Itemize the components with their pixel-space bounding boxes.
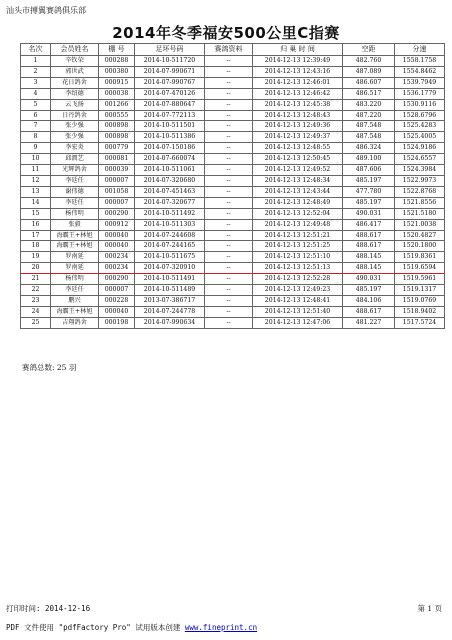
cell-member: 云飞扬 bbox=[51, 99, 99, 110]
cell-pigeon-info: -- bbox=[205, 263, 253, 274]
pigeon-count: 赛鸽总数: 25 羽 bbox=[22, 363, 77, 372]
cell-pigeon-info: -- bbox=[205, 295, 253, 306]
pdf-notice: PDF 文件使用 "pdfFactory Pro" 试用版本创建 bbox=[6, 623, 185, 632]
col-header-loft: 棚 号 bbox=[99, 44, 135, 56]
cell-speed: 1520.4827 bbox=[395, 230, 445, 241]
cell-ring: 2013-07-386717 bbox=[135, 295, 205, 306]
cell-rank: 20 bbox=[21, 263, 51, 274]
cell-arrival: 2014-12-13 12:51:10 bbox=[253, 252, 343, 263]
cell-ring: 2014-07-244165 bbox=[135, 241, 205, 252]
cell-speed: 1536.1779 bbox=[395, 88, 445, 99]
cell-rank: 16 bbox=[21, 219, 51, 230]
table-row bbox=[21, 88, 445, 99]
cell-ring: 2014-10-511492 bbox=[135, 208, 205, 219]
cell-member: 罗南延 bbox=[51, 252, 99, 263]
table-row bbox=[21, 219, 445, 230]
cell-distance: 487.548 bbox=[343, 121, 395, 132]
cell-arrival: 2014-12-13 12:51:40 bbox=[253, 306, 343, 317]
cell-ring: 2014-10-511303 bbox=[135, 219, 205, 230]
cell-distance: 486.607 bbox=[343, 77, 395, 88]
cell-arrival: 2014-12-13 12:48:49 bbox=[253, 197, 343, 208]
table-row bbox=[21, 274, 445, 285]
cell-ring: 2014-07-244778 bbox=[135, 306, 205, 317]
cell-arrival: 2014-12-13 12:48:34 bbox=[253, 175, 343, 186]
cell-rank: 13 bbox=[21, 186, 51, 197]
cell-rank: 12 bbox=[21, 175, 51, 186]
table-row bbox=[21, 317, 445, 328]
cell-speed: 1524.9186 bbox=[395, 143, 445, 154]
table-row bbox=[21, 99, 445, 110]
fineprint-link[interactable]: www.fineprint.cn bbox=[184, 623, 258, 632]
table-row bbox=[21, 175, 445, 186]
cell-loft: 000040 bbox=[99, 241, 135, 252]
cell-speed: 1521.5180 bbox=[395, 208, 445, 219]
cell-rank: 4 bbox=[21, 88, 51, 99]
cell-speed: 1525.4005 bbox=[395, 132, 445, 143]
cell-arrival: 2014-12-13 12:46:42 bbox=[253, 88, 343, 99]
cell-distance: 477.780 bbox=[343, 186, 395, 197]
table-row bbox=[21, 110, 445, 121]
cell-rank: 11 bbox=[21, 165, 51, 176]
cell-arrival: 2014-12-13 12:43:16 bbox=[253, 66, 343, 77]
cell-pigeon-info: -- bbox=[205, 143, 253, 154]
cell-rank: 15 bbox=[21, 208, 51, 219]
cell-rank: 19 bbox=[21, 252, 51, 263]
cell-member: 张少强 bbox=[51, 121, 99, 132]
cell-speed: 1528.6796 bbox=[395, 110, 445, 121]
cell-member: 张少强 bbox=[51, 132, 99, 143]
cell-distance: 485.197 bbox=[343, 197, 395, 208]
table-row bbox=[21, 165, 445, 176]
cell-distance: 488.617 bbox=[343, 306, 395, 317]
table-row bbox=[21, 132, 445, 143]
cell-loft: 000555 bbox=[99, 110, 135, 121]
cell-distance: 485.197 bbox=[343, 175, 395, 186]
cell-arrival: 2014-12-13 12:46:01 bbox=[253, 77, 343, 88]
cell-member: 海霸王+林旭 bbox=[51, 241, 99, 252]
cell-speed: 1554.8462 bbox=[395, 66, 445, 77]
table-header-row bbox=[21, 44, 445, 56]
cell-member: 李廷任 bbox=[51, 197, 99, 208]
cell-pigeon-info: -- bbox=[205, 208, 253, 219]
cell-distance: 488.617 bbox=[343, 241, 395, 252]
pdf-footer bbox=[6, 622, 257, 633]
cell-rank: 8 bbox=[21, 132, 51, 143]
cell-arrival: 2014-12-13 12:48:41 bbox=[253, 295, 343, 306]
cell-ring: 2014-10-511489 bbox=[135, 285, 205, 296]
cell-ring: 2014-07-320910 bbox=[135, 263, 205, 274]
cell-speed: 1519.6594 bbox=[395, 263, 445, 274]
cell-ring: 2014-07-470126 bbox=[135, 88, 205, 99]
cell-loft: 000040 bbox=[99, 306, 135, 317]
cell-speed: 1539.7949 bbox=[395, 77, 445, 88]
table-row bbox=[21, 230, 445, 241]
cell-rank: 24 bbox=[21, 306, 51, 317]
cell-loft: 000040 bbox=[99, 230, 135, 241]
cell-pigeon-info: -- bbox=[205, 77, 253, 88]
cell-loft: 000228 bbox=[99, 295, 135, 306]
table-row bbox=[21, 154, 445, 165]
cell-pigeon-info: -- bbox=[205, 252, 253, 263]
page-title: 2014年冬季福安500公里C指赛 bbox=[112, 24, 340, 42]
cell-member: 李廷任 bbox=[51, 175, 99, 186]
cell-loft: 001266 bbox=[99, 99, 135, 110]
cell-distance: 486.324 bbox=[343, 143, 395, 154]
cell-distance: 487.606 bbox=[343, 165, 395, 176]
cell-distance: 489.100 bbox=[343, 154, 395, 165]
cell-loft: 000039 bbox=[99, 165, 135, 176]
cell-loft: 000290 bbox=[99, 208, 135, 219]
table-row bbox=[21, 295, 445, 306]
table-row bbox=[21, 241, 445, 252]
cell-loft: 000081 bbox=[99, 154, 135, 165]
cell-pigeon-info: -- bbox=[205, 230, 253, 241]
cell-pigeon-info: -- bbox=[205, 285, 253, 296]
cell-member: 花日鸽舍 bbox=[51, 77, 99, 88]
cell-speed: 1530.9116 bbox=[395, 99, 445, 110]
cell-distance: 486.517 bbox=[343, 88, 395, 99]
cell-ring: 2014-10-511386 bbox=[135, 132, 205, 143]
table-row bbox=[21, 208, 445, 219]
cell-rank: 5 bbox=[21, 99, 51, 110]
cell-rank: 9 bbox=[21, 143, 51, 154]
cell-ring: 2014-07-320680 bbox=[135, 175, 205, 186]
cell-ring: 2014-10-511491 bbox=[135, 274, 205, 285]
table-row bbox=[21, 77, 445, 88]
cell-distance: 486.417 bbox=[343, 219, 395, 230]
cell-distance: 487.548 bbox=[343, 132, 395, 143]
cell-rank: 18 bbox=[21, 241, 51, 252]
cell-pigeon-info: -- bbox=[205, 66, 253, 77]
cell-loft: 000007 bbox=[99, 197, 135, 208]
cell-loft: 000007 bbox=[99, 175, 135, 186]
cell-member: 杨伟明 bbox=[51, 274, 99, 285]
cell-ring: 2014-10-511675 bbox=[135, 252, 205, 263]
cell-ring: 2014-07-451463 bbox=[135, 186, 205, 197]
cell-speed: 1522.8768 bbox=[395, 186, 445, 197]
cell-loft: 000234 bbox=[99, 263, 135, 274]
cell-ring: 2014-10-511061 bbox=[135, 165, 205, 176]
cell-speed: 1522.9973 bbox=[395, 175, 445, 186]
cell-member: 杨伟明 bbox=[51, 208, 99, 219]
cell-arrival: 2014-12-13 12:43:44 bbox=[253, 186, 343, 197]
cell-member: 鹏兴 bbox=[51, 295, 99, 306]
cell-ring: 2014-10-511720 bbox=[135, 56, 205, 67]
cell-ring: 2014-07-990767 bbox=[135, 77, 205, 88]
cell-speed: 1520.1800 bbox=[395, 241, 445, 252]
cell-member: 张毅 bbox=[51, 219, 99, 230]
cell-rank: 23 bbox=[21, 295, 51, 306]
cell-rank: 25 bbox=[21, 317, 51, 328]
cell-arrival: 2014-12-13 12:47:06 bbox=[253, 317, 343, 328]
cell-pigeon-info: -- bbox=[205, 110, 253, 121]
cell-member: 李宏炎 bbox=[51, 143, 99, 154]
cell-ring: 2014-07-320677 bbox=[135, 197, 205, 208]
club-name: 汕头市搏翼赛鸽俱乐部 bbox=[6, 6, 86, 15]
cell-loft: 000038 bbox=[99, 88, 135, 99]
cell-arrival: 2014-12-13 12:49:23 bbox=[253, 285, 343, 296]
table-row bbox=[21, 197, 445, 208]
cell-arrival: 2014-12-13 12:39:49 bbox=[253, 56, 343, 67]
cell-pigeon-info: -- bbox=[205, 197, 253, 208]
table-row bbox=[21, 252, 445, 263]
table-row bbox=[21, 66, 445, 77]
cell-pigeon-info: -- bbox=[205, 121, 253, 132]
cell-ring: 2014-10-511501 bbox=[135, 121, 205, 132]
cell-member: 邱潤艺 bbox=[51, 154, 99, 165]
cell-arrival: 2014-12-13 12:49:48 bbox=[253, 219, 343, 230]
cell-rank: 17 bbox=[21, 230, 51, 241]
cell-pigeon-info: -- bbox=[205, 219, 253, 230]
col-header-ring: 足环号码 bbox=[135, 44, 205, 56]
cell-distance: 484.106 bbox=[343, 295, 395, 306]
col-header-member: 会员姓名 bbox=[51, 44, 99, 56]
cell-member: 辛钦荣 bbox=[51, 56, 99, 67]
cell-speed: 1558.1758 bbox=[395, 56, 445, 67]
table-row bbox=[21, 56, 445, 67]
cell-speed: 1521.8556 bbox=[395, 197, 445, 208]
cell-loft: 000234 bbox=[99, 252, 135, 263]
cell-pigeon-info: -- bbox=[205, 274, 253, 285]
cell-arrival: 2014-12-13 12:48:43 bbox=[253, 110, 343, 121]
cell-loft: 001058 bbox=[99, 186, 135, 197]
cell-speed: 1519.8361 bbox=[395, 252, 445, 263]
cell-arrival: 2014-12-13 12:50:45 bbox=[253, 154, 343, 165]
cell-rank: 14 bbox=[21, 197, 51, 208]
cell-arrival: 2014-12-13 12:51:13 bbox=[253, 263, 343, 274]
cell-rank: 3 bbox=[21, 77, 51, 88]
results-table bbox=[20, 43, 445, 329]
cell-rank: 2 bbox=[21, 66, 51, 77]
cell-pigeon-info: -- bbox=[205, 241, 253, 252]
cell-member: 海霸王+林旭 bbox=[51, 306, 99, 317]
cell-pigeon-info: -- bbox=[205, 175, 253, 186]
cell-loft: 000288 bbox=[99, 56, 135, 67]
cell-pigeon-info: -- bbox=[205, 317, 253, 328]
cell-speed: 1519.1317 bbox=[395, 285, 445, 296]
col-header-arrival: 归 巢 时 间 bbox=[253, 44, 343, 56]
cell-distance: 482.760 bbox=[343, 56, 395, 67]
cell-rank: 22 bbox=[21, 285, 51, 296]
cell-arrival: 2014-12-13 12:51:25 bbox=[253, 241, 343, 252]
table-row bbox=[21, 143, 445, 154]
cell-pigeon-info: -- bbox=[205, 306, 253, 317]
cell-rank: 10 bbox=[21, 154, 51, 165]
cell-loft: 000915 bbox=[99, 77, 135, 88]
cell-arrival: 2014-12-13 12:52:04 bbox=[253, 208, 343, 219]
cell-arrival: 2014-12-13 12:52:28 bbox=[253, 274, 343, 285]
cell-speed: 1519.0769 bbox=[395, 295, 445, 306]
col-header-distance: 空距 bbox=[343, 44, 395, 56]
cell-distance: 487.220 bbox=[343, 110, 395, 121]
cell-distance: 485.197 bbox=[343, 285, 395, 296]
cell-loft: 000898 bbox=[99, 132, 135, 143]
cell-arrival: 2014-12-13 12:49:37 bbox=[253, 132, 343, 143]
table-row bbox=[21, 306, 445, 317]
cell-speed: 1519.5961 bbox=[395, 274, 445, 285]
cell-pigeon-info: -- bbox=[205, 132, 253, 143]
cell-ring: 2014-07-990671 bbox=[135, 66, 205, 77]
cell-loft: 000198 bbox=[99, 317, 135, 328]
cell-speed: 1524.6557 bbox=[395, 154, 445, 165]
cell-loft: 000898 bbox=[99, 121, 135, 132]
cell-speed: 1521.0038 bbox=[395, 219, 445, 230]
cell-arrival: 2014-12-13 12:49:52 bbox=[253, 165, 343, 176]
cell-ring: 2014-07-880647 bbox=[135, 99, 205, 110]
cell-member: 海霸王+林旭 bbox=[51, 230, 99, 241]
cell-rank: 6 bbox=[21, 110, 51, 121]
cell-loft: 000007 bbox=[99, 285, 135, 296]
cell-ring: 2014-07-244608 bbox=[135, 230, 205, 241]
cell-rank: 1 bbox=[21, 56, 51, 67]
cell-distance: 490.031 bbox=[343, 274, 395, 285]
cell-ring: 2014-07-150186 bbox=[135, 143, 205, 154]
cell-speed: 1517.5724 bbox=[395, 317, 445, 328]
results-body bbox=[21, 56, 445, 329]
cell-pigeon-info: -- bbox=[205, 56, 253, 67]
cell-distance: 487.089 bbox=[343, 66, 395, 77]
cell-arrival: 2014-12-13 12:51:21 bbox=[253, 230, 343, 241]
print-time: 打印时间: 2014-12-16 bbox=[6, 604, 91, 613]
page-number: 第 1 页 bbox=[417, 604, 442, 613]
col-header-pigeon-info: 赛鸽资料 bbox=[205, 44, 253, 56]
cell-distance: 483.220 bbox=[343, 99, 395, 110]
cell-member: 日丹鸽舍 bbox=[51, 110, 99, 121]
cell-pigeon-info: -- bbox=[205, 154, 253, 165]
cell-loft: 000290 bbox=[99, 274, 135, 285]
cell-rank: 21 bbox=[21, 274, 51, 285]
cell-ring: 2014-07-772113 bbox=[135, 110, 205, 121]
cell-arrival: 2014-12-13 12:48:55 bbox=[253, 143, 343, 154]
cell-arrival: 2014-12-13 12:45:38 bbox=[253, 99, 343, 110]
cell-distance: 488.145 bbox=[343, 263, 395, 274]
table-row bbox=[21, 285, 445, 296]
cell-speed: 1525.4283 bbox=[395, 121, 445, 132]
table-row bbox=[21, 186, 445, 197]
cell-distance: 488.145 bbox=[343, 252, 395, 263]
table-row bbox=[21, 263, 445, 274]
cell-loft: 000380 bbox=[99, 66, 135, 77]
cell-member: 光辉鸽舍 bbox=[51, 165, 99, 176]
cell-pigeon-info: -- bbox=[205, 88, 253, 99]
cell-distance: 481.227 bbox=[343, 317, 395, 328]
cell-member: 李廷任 bbox=[51, 285, 99, 296]
col-header-speed: 分速 bbox=[395, 44, 445, 56]
cell-ring: 2014-07-990634 bbox=[135, 317, 205, 328]
cell-member: 吉翔鸽舍 bbox=[51, 317, 99, 328]
cell-member: 郭世武 bbox=[51, 66, 99, 77]
cell-rank: 7 bbox=[21, 121, 51, 132]
cell-arrival: 2014-12-13 12:49:36 bbox=[253, 121, 343, 132]
cell-member: 李绍德 bbox=[51, 88, 99, 99]
cell-ring: 2014-07-660074 bbox=[135, 154, 205, 165]
cell-member: 罗南延 bbox=[51, 263, 99, 274]
cell-pigeon-info: -- bbox=[205, 99, 253, 110]
cell-pigeon-info: -- bbox=[205, 165, 253, 176]
cell-pigeon-info: -- bbox=[205, 186, 253, 197]
col-header-rank: 名次 bbox=[21, 44, 51, 56]
cell-loft: 000779 bbox=[99, 143, 135, 154]
cell-distance: 488.617 bbox=[343, 230, 395, 241]
cell-member: 谢伟德 bbox=[51, 186, 99, 197]
cell-speed: 1518.9402 bbox=[395, 306, 445, 317]
cell-speed: 1524.3984 bbox=[395, 165, 445, 176]
table-row bbox=[21, 121, 445, 132]
cell-distance: 490.031 bbox=[343, 208, 395, 219]
cell-loft: 000912 bbox=[99, 219, 135, 230]
